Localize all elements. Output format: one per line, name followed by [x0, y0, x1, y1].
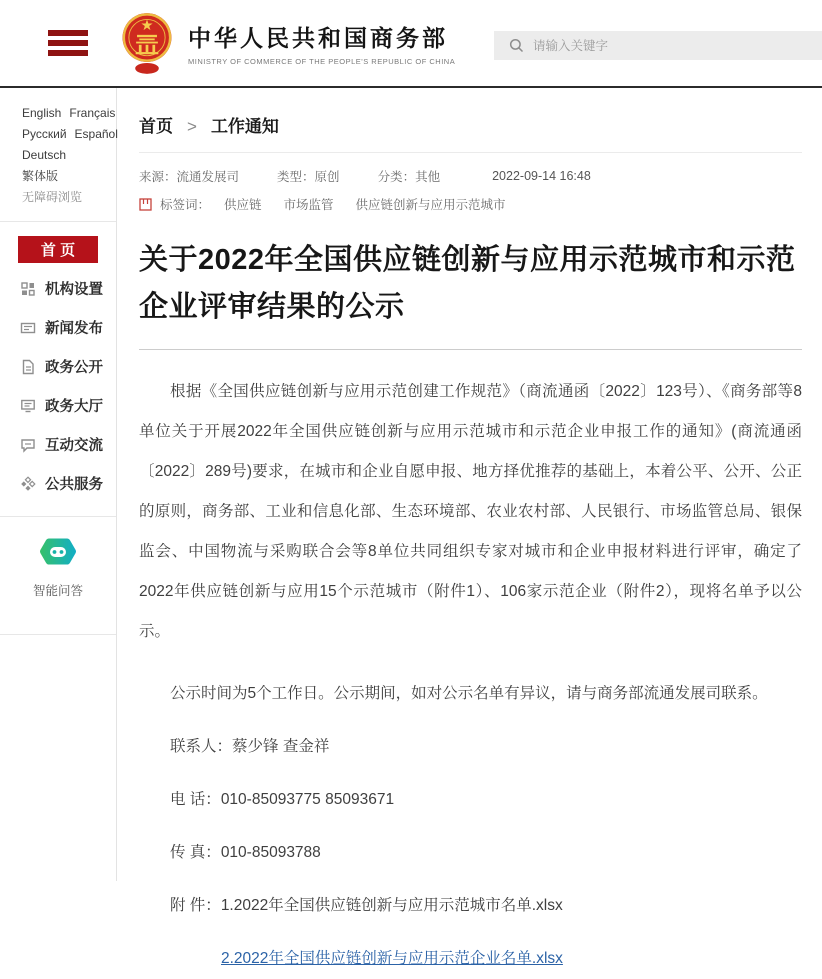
site-subtitle: MINISTRY OF COMMERCE OF THE PEOPLE'S REPUBLIC OF CHINA — [188, 57, 456, 66]
sidebar-item-label: 机构设置 — [45, 282, 103, 298]
attachment-line-1: 附 件：1.2022年全国供应链创新与应用示范城市名单.xlsx — [170, 897, 563, 914]
chat-icon — [20, 437, 36, 453]
sidebar-item-label: 政务公开 — [45, 360, 103, 376]
sidebar-item-label: 互动交流 — [45, 438, 103, 454]
contact-line: 联系人：蔡少锋 查金祥 — [170, 738, 330, 755]
search-box[interactable] — [494, 31, 822, 60]
smart-qa-robot-icon[interactable] — [39, 537, 77, 572]
tag-market-regulation[interactable]: 市场监管 — [283, 198, 334, 212]
sidebar-item-gov-hall[interactable] — [0, 386, 116, 425]
sidebar-divider — [0, 634, 116, 635]
attachment-1-text: 1.2022年全国供应链创新与应用示范城市名单.xlsx — [220, 897, 563, 914]
breadcrumb-current-link[interactable]: 工作通知 — [210, 117, 279, 136]
news-icon — [20, 320, 36, 336]
hall-icon — [20, 398, 36, 414]
lang-russian[interactable]: Русский — [22, 127, 67, 141]
site-title: 中华人民共和国商务部 — [188, 25, 448, 51]
phone-line: 电 话：010-85093775 85093671 — [170, 791, 395, 808]
fax-line: 传 真：010-85093788 — [170, 844, 321, 861]
sidebar-item-public-service[interactable] — [0, 464, 116, 503]
main-layout — [0, 88, 822, 967]
page-header — [0, 0, 822, 88]
sidebar-item-label: 政务大厅 — [45, 399, 103, 415]
sidebar — [0, 88, 117, 881]
service-icon — [20, 476, 36, 492]
sidebar-item-interaction[interactable] — [0, 425, 116, 464]
attachment-2-link[interactable]: 2.2022年全国供应链创新与应用示范企业名单.xlsx — [221, 950, 563, 967]
breadcrumb — [139, 88, 802, 153]
sidebar-item-label: 新闻发布 — [45, 321, 103, 337]
sidebar-item-gov-disclosure[interactable] — [0, 347, 116, 386]
hamburger-menu-icon[interactable] — [48, 26, 88, 60]
search-input[interactable] — [533, 39, 763, 53]
content-area — [117, 88, 822, 967]
sidebar-item-org-setup[interactable] — [0, 269, 116, 308]
attachment-line-2 — [139, 939, 802, 979]
national-emblem-icon — [118, 10, 176, 76]
breadcrumb-home-link[interactable]: 首页 — [139, 117, 173, 136]
tag-supply-chain[interactable]: 供应链 — [224, 198, 262, 212]
sidebar-item-news[interactable] — [0, 308, 116, 347]
title-divider — [139, 349, 802, 350]
meta-type: 类型：原创 — [277, 170, 340, 184]
article-meta — [139, 153, 802, 213]
tag-icon — [139, 198, 152, 211]
language-links — [0, 103, 118, 208]
lang-francais[interactable]: Français — [69, 106, 116, 120]
smart-qa-label: 智能问答 — [32, 584, 83, 598]
sidebar-item-label: 公共服务 — [45, 477, 103, 493]
lang-deutsch[interactable]: Deutsch — [22, 148, 67, 162]
smart-qa-block — [0, 517, 116, 621]
breadcrumb-separator: > — [187, 117, 197, 136]
article-title: 关于2022年全国供应链创新与应用示范城市和示范企业评审结果的公示 — [139, 244, 796, 323]
lang-traditional[interactable]: 繁体版 — [22, 169, 59, 183]
meta-datetime: 2022-09-14 16:48 — [492, 169, 591, 183]
meta-source: 来源：流通发展司 — [139, 170, 240, 184]
article-body — [139, 372, 802, 979]
site-logo[interactable] — [118, 10, 455, 76]
sidebar-home-button[interactable]: 首 页 — [18, 236, 98, 263]
paragraph: 公示时间为5个工作日。公示期间，如对公示名单有异议，请与商务部流通发展司联系。 — [170, 685, 768, 702]
tags-label: 标签词： — [160, 198, 211, 212]
paragraph: 根据《全国供应链创新与应用示范创建工作规范》（商流通函〔2022〕123号）、《商务部等8单位关于开展2022年全国供应链创新与应用示范城市和示范企业申报工作的通知》(商流通函〔2022〕289号)要求，在城市和企业自愿申报、地方择优推荐的基础上，本着公平、公开、公正的原则，商务部、工业和信息化部、生态环境部、农业农村部、人民银行、市场监管总局、银保监会、中国物流与采购联合会等8单位共同组织专家对城市和企业申报材料进行评审，确定了2022年供应链创新与应用15个示范城市（附件1）、106家示范企业（附件2），现将名单予以公示。 — [139, 383, 802, 640]
document-icon — [20, 359, 36, 375]
org-grid-icon — [20, 281, 36, 297]
tag-demo-city[interactable]: 供应链创新与应用示范城市 — [355, 198, 506, 212]
accessibility-browse-link[interactable]: 无障碍浏览 — [22, 190, 83, 204]
search-icon[interactable] — [509, 38, 524, 53]
lang-espanol[interactable]: Español — [74, 127, 118, 141]
meta-category: 分类：其他 — [377, 170, 441, 184]
sidebar-divider — [0, 221, 116, 222]
lang-english[interactable]: English — [22, 106, 62, 120]
